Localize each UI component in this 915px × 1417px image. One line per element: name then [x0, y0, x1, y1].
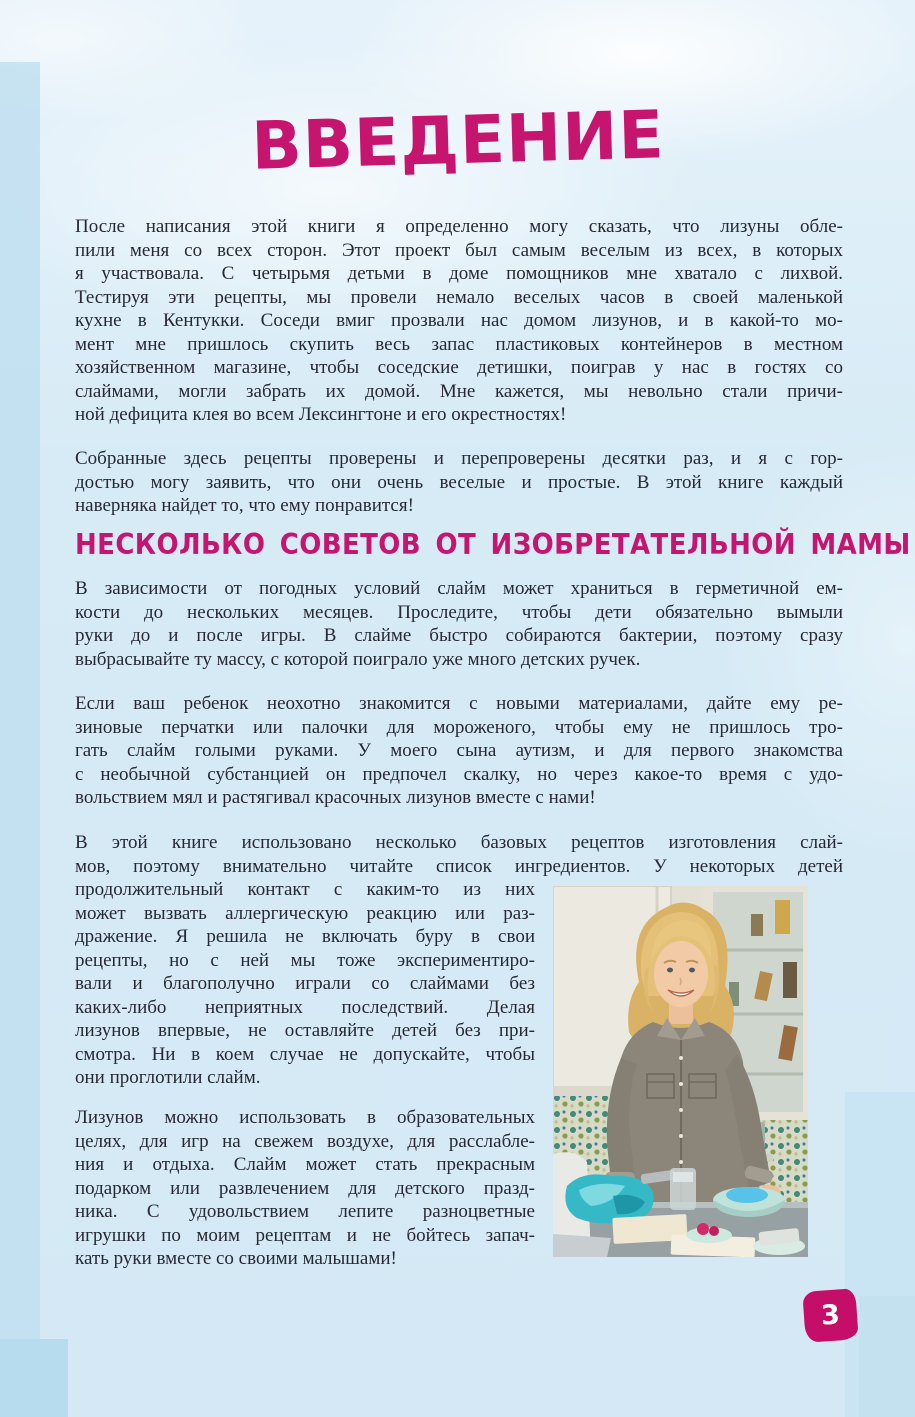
text-line: мент мне пришлось скупить весь запас пластиковых контейнеров в местном — [75, 333, 843, 355]
text-line: Тестируя эти рецепты, мы провели немало веселых часов в своей маленькой — [75, 286, 843, 308]
paragraph-tips-1 — [75, 577, 843, 671]
text-line: После написания этой книги я определенно могу сказать, что лизуны обле- — [75, 216, 843, 237]
paragraph-tips-2 — [75, 692, 843, 810]
text-line: я участвовала. С четырьмя детьми в доме помощников мне хватало с лихвой. — [75, 263, 843, 284]
text-line: гать слайм голыми руками. У моего сына аутизм, и для первого знакомства — [75, 740, 843, 761]
text-line: хозяйственном магазине, чтобы соседские детишки, поиграв у нас в гостях со — [75, 357, 843, 378]
text-line: рецепты, но с ней мы тоже экспериментиро- — [75, 949, 535, 971]
paragraph-tips-3-narrow — [75, 878, 535, 1090]
paragraph-intro-1 — [75, 215, 843, 427]
text-line: выбрасывайте ту массу, с которой поиграло уже много детских ручек. — [75, 648, 641, 670]
text-line: может вызвать аллергическую реакцию или раз- — [75, 902, 535, 924]
page-number-badge — [802, 1288, 858, 1343]
text-line: каких-либо неприятных последствий. Делая — [75, 996, 535, 1018]
text-line: руки до и после игры. В слайме быстро собираются бактерии, поэтому сразу — [75, 625, 843, 646]
text-line: кости до нескольких месяцев. Проследите, чтобы дети обязательно вымыли — [75, 601, 843, 623]
text-line: игрушки по моим рецептам и не бойтесь запач- — [75, 1224, 535, 1246]
text-line: зиновые перчатки или палочки для мороженого, чтобы ему не пришлось тро- — [75, 716, 843, 738]
text-line: вольствием мял и растягивал красочных лизунов вместе с нами! — [75, 787, 596, 808]
text-line: В этой книге использовано несколько базовых рецептов изготовления слай- — [75, 832, 843, 853]
text-line: кать руки вместе со своими малышами! — [75, 1248, 397, 1269]
text-line: ной дефицита клея во всем Лексингтоне и его окрестностях! — [75, 404, 567, 425]
text-line: дражение. Я решила не включать буру в свои — [75, 926, 535, 947]
paragraph-intro-2 — [75, 447, 843, 518]
text-line: В зависимости от погодных условий слайм может храниться в герметичной ем- — [75, 578, 843, 599]
bottom-left-corner-panel — [0, 1339, 68, 1417]
text-line: целях, для игр на свежем воздухе, для расслабле- — [75, 1130, 535, 1152]
text-line: подарком или развлечением для детского празд- — [75, 1177, 535, 1199]
text-line: наверняка найдет то, что ему понравится! — [75, 495, 414, 516]
text-line: они проглотили слайм. — [75, 1067, 261, 1088]
text-line: с необычной субстанцией он предпочел скалку, но через какое-то время с удо- — [75, 763, 843, 785]
left-edge-panel — [0, 62, 40, 1417]
text-line: Лизунов можно использовать в образовательных — [75, 1107, 535, 1128]
page-number: 3 — [820, 1299, 841, 1332]
text-line: мов, поэтому внимательно читайте список ингредиентов. У некоторых детей — [75, 855, 843, 877]
text-line: слаймами, могли забрать их домой. Мне кажется, мы невольно стали причи- — [75, 380, 843, 402]
text-line: достью могу заявить, что они очень веселые и простые. В этой книге каждый — [75, 471, 843, 493]
text-line: ника. С удовольствием лепите разноцветные — [75, 1201, 535, 1222]
text-line: пили меня со всех сторон. Этот проект был самым веселым из всех, в которых — [75, 239, 843, 261]
author-kitchen-photo — [553, 886, 808, 1257]
text-line: вали и благополучно играли со слаймами без — [75, 973, 535, 994]
page-title: ВВЕДЕНИЕ — [250, 96, 666, 185]
text-line: Собранные здесь рецепты проверены и перепроверены десятки раз, и я с гор- — [75, 448, 843, 469]
text-line: кухне в Кентукки. Соседи вмиг прозвали нас домом лизунов, и в какой-то мо- — [75, 310, 843, 331]
paragraph-tips-3-wide — [75, 831, 843, 878]
paragraph-tips-4 — [75, 1106, 535, 1271]
author-kitchen-illustration — [553, 886, 808, 1257]
text-line: лизунов впервые, не оставляйте детей без при- — [75, 1020, 535, 1041]
text-line: ния и отдыха. Слайм может стать прекрасным — [75, 1154, 535, 1175]
text-line: Если ваш ребенок неохотно знакомится с новыми материалами, дайте ему ре- — [75, 693, 843, 714]
tips-section-heading: НЕСКОЛЬКО СОВЕТОВ ОТ ИЗОБРЕТАТЕЛЬНОЙ МАМЫ — [75, 529, 911, 562]
text-line: смотра. Ни в коем случае не допускайте, чтобы — [75, 1043, 535, 1065]
right-bottom-panel — [859, 1296, 915, 1417]
text-line: продолжительный контакт с каким-то из них — [75, 879, 535, 900]
